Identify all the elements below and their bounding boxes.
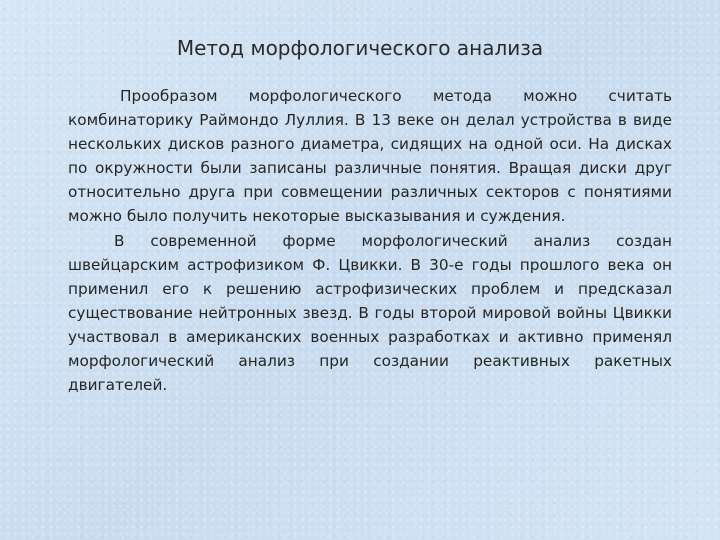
paragraph-zwicky: В современной форме морфологический анализ создан швейцарским астрофизиком Ф. Цвикки. В 30-е годы прошлого века он применил его к решению астрофизических проблем и предсказал существование нейтронных звезд. В годы второй мировой войны Цвикки участвовал в американских военных разработках и активно применял морфологический анализ при создании реактивных ракетных двигателей.: [68, 231, 672, 395]
slide-title: Метод морфологического анализа: [176, 36, 544, 60]
paragraph-llull: Прообразом морфологического метода можно считать комбинаторику Раймондо Луллия. В 13 веке он делал устройства в виде нескольких дисков разного диаметра, сидящих на одной оси. На дисках по окружности были записаны различные понятия. Вращая диски друг относительно друга при совмещении различных секторов с понятиями можно было получить некоторые высказывания и суждения.: [68, 87, 672, 226]
slide-body: [68, 84, 672, 397]
